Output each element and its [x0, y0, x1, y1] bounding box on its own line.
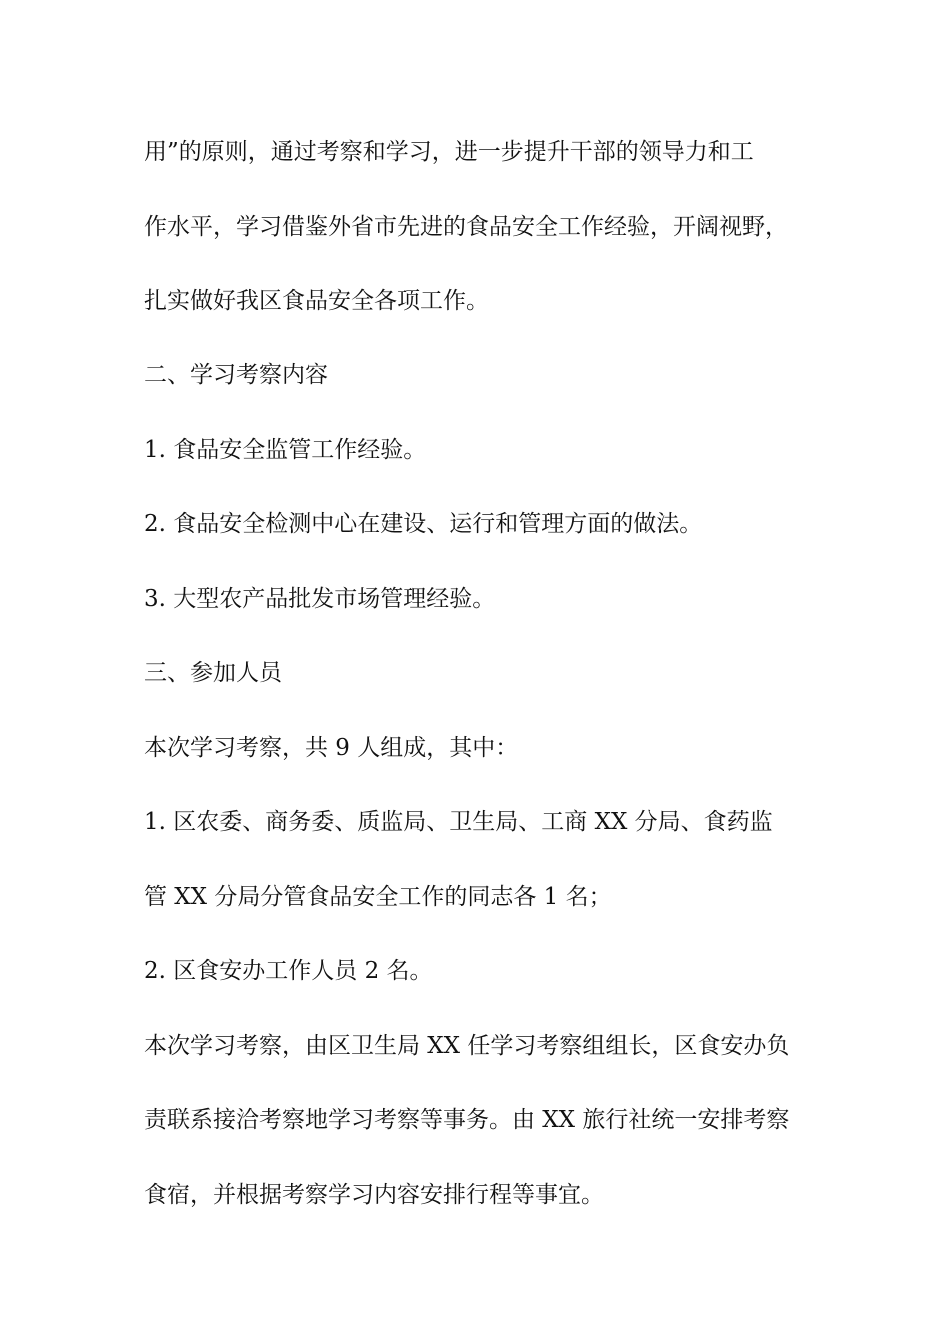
paragraph-line: 本次学习考察，共 9 人组成，其中：: [144, 735, 519, 761]
list-item: 1. 食品安全监管工作经验。: [144, 437, 427, 463]
list-item-continuation: 管 XX 分局分管食品安全工作的同志各 1 名；: [144, 884, 612, 910]
paragraph-line: 扎实做好我区食品安全各项工作。: [144, 288, 489, 314]
list-item: 1. 区农委、商务委、质监局、卫生局、工商 XX 分局、食药监: [144, 809, 773, 835]
section-heading: 二、学习考察内容: [144, 362, 328, 388]
paragraph-line: 作水平，学习借鉴外省市先进的食品安全工作经验，开阔视野，: [144, 214, 788, 240]
list-item: 2. 区食安办工作人员 2 名。: [144, 958, 433, 984]
list-item: 2. 食品安全检测中心在建设、运行和管理方面的做法。: [144, 511, 703, 537]
list-item: 3. 大型农产品批发市场管理经验。: [144, 586, 496, 612]
paragraph-line: 食宿，并根据考察学习内容安排行程等事宜。: [144, 1182, 604, 1208]
paragraph-line: 责联系接洽考察地学习考察等事务。由 XX 旅行社统一安排考察: [144, 1107, 790, 1133]
section-heading: 三、参加人员: [144, 660, 282, 686]
paragraph-line: 用”的原则，通过考察和学习，进一步提升干部的领导力和工: [144, 139, 754, 165]
paragraph-line: 本次学习考察，由区卫生局 XX 任学习考察组组长，区食安办负: [144, 1033, 790, 1059]
